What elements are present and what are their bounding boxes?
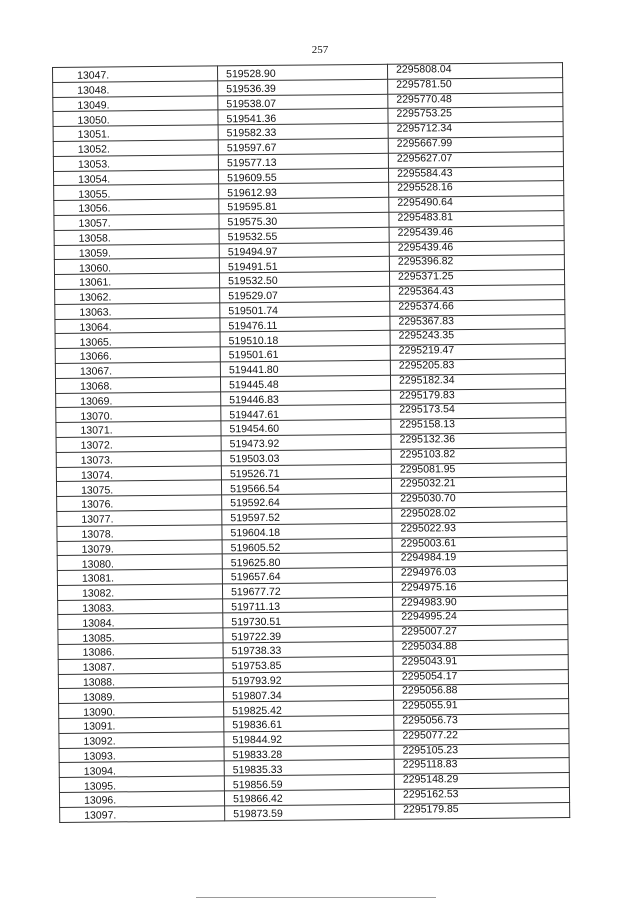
y-coordinate-cell: 2295103.82 bbox=[391, 447, 566, 463]
point-number-cell: 13081. bbox=[57, 569, 222, 585]
y-coordinate-cell: 2295439.46 bbox=[389, 225, 564, 241]
x-coordinate-cell: 519501.74 bbox=[220, 301, 390, 317]
x-coordinate-cell: 519730.51 bbox=[223, 612, 393, 628]
point-number-cell: 13095. bbox=[59, 776, 224, 792]
y-coordinate-cell: 2295182.34 bbox=[390, 373, 565, 389]
y-coordinate-cell: 2295770.48 bbox=[388, 92, 563, 108]
point-number-cell: 13072. bbox=[56, 436, 221, 452]
y-coordinate-cell: 2295439.46 bbox=[389, 240, 564, 256]
point-number-cell: 13085. bbox=[58, 628, 223, 644]
y-coordinate-cell: 2295028.02 bbox=[392, 506, 567, 522]
point-number-cell: 13070. bbox=[56, 406, 221, 422]
point-number-cell: 13088. bbox=[58, 673, 223, 689]
y-coordinate-cell: 2295007.27 bbox=[393, 625, 568, 641]
point-number-cell: 13091. bbox=[59, 717, 224, 733]
y-coordinate-cell: 2295003.61 bbox=[392, 536, 567, 552]
x-coordinate-cell: 519446.83 bbox=[221, 390, 391, 406]
x-coordinate-cell: 519473.92 bbox=[221, 434, 391, 450]
y-coordinate-cell: 2295483.81 bbox=[389, 211, 564, 227]
point-number-cell: 13053. bbox=[53, 155, 218, 171]
point-number-cell: 13047. bbox=[53, 66, 218, 82]
x-coordinate-cell: 519536.39 bbox=[218, 79, 388, 95]
x-coordinate-cell: 519491.51 bbox=[219, 257, 389, 273]
y-coordinate-cell: 2295022.93 bbox=[392, 521, 567, 537]
x-coordinate-cell: 519582.33 bbox=[218, 123, 388, 139]
x-coordinate-cell: 519873.59 bbox=[225, 804, 395, 820]
point-number-cell: 13080. bbox=[57, 554, 222, 570]
x-coordinate-cell: 519447.61 bbox=[221, 405, 391, 421]
x-coordinate-cell: 519494.97 bbox=[219, 242, 389, 258]
y-coordinate-cell: 2294976.03 bbox=[392, 566, 567, 582]
y-coordinate-cell: 2294983.90 bbox=[393, 595, 568, 611]
y-coordinate-cell: 2295118.83 bbox=[394, 758, 569, 774]
x-coordinate-cell: 519597.67 bbox=[218, 138, 388, 154]
y-coordinate-cell: 2295712.34 bbox=[388, 122, 563, 138]
x-coordinate-cell: 519722.39 bbox=[223, 627, 393, 643]
x-coordinate-cell: 519476.11 bbox=[220, 316, 390, 332]
y-coordinate-cell: 2295584.43 bbox=[388, 166, 563, 182]
point-number-cell: 13083. bbox=[58, 599, 223, 615]
y-coordinate-cell: 2295148.29 bbox=[394, 773, 569, 789]
point-number-cell: 13056. bbox=[54, 199, 219, 215]
x-coordinate-cell: 519592.64 bbox=[222, 493, 392, 509]
x-coordinate-cell: 519835.33 bbox=[224, 760, 394, 776]
point-number-cell: 13050. bbox=[53, 110, 218, 126]
x-coordinate-cell: 519503.03 bbox=[221, 449, 391, 465]
table-body bbox=[53, 63, 570, 823]
y-coordinate-cell: 2295034.88 bbox=[393, 640, 568, 656]
y-coordinate-cell: 2295056.88 bbox=[393, 684, 568, 700]
x-coordinate-cell: 519528.90 bbox=[217, 64, 387, 80]
y-coordinate-cell: 2295105.23 bbox=[394, 743, 569, 759]
y-coordinate-cell: 2295077.22 bbox=[394, 728, 569, 744]
y-coordinate-cell: 2294995.24 bbox=[393, 610, 568, 626]
x-coordinate-cell: 519612.93 bbox=[219, 183, 389, 199]
y-coordinate-cell: 2295396.82 bbox=[389, 255, 564, 271]
x-coordinate-cell: 519510.18 bbox=[220, 331, 390, 347]
x-coordinate-cell: 519844.92 bbox=[224, 730, 394, 746]
x-coordinate-cell: 519856.59 bbox=[224, 774, 394, 790]
point-number-cell: 13049. bbox=[53, 96, 218, 112]
x-coordinate-cell: 519529.07 bbox=[220, 286, 390, 302]
x-coordinate-cell: 519538.07 bbox=[218, 94, 388, 110]
point-number-cell: 13051. bbox=[53, 125, 218, 141]
y-coordinate-cell: 2295030.70 bbox=[392, 492, 567, 508]
y-coordinate-cell: 2295032.21 bbox=[391, 477, 566, 493]
point-number-cell: 13090. bbox=[59, 702, 224, 718]
point-number-cell: 13063. bbox=[55, 303, 220, 319]
bottom-rule bbox=[196, 897, 436, 898]
y-coordinate-cell: 2295367.83 bbox=[390, 314, 565, 330]
point-number-cell: 13071. bbox=[56, 421, 221, 437]
x-coordinate-cell: 519597.52 bbox=[222, 508, 392, 524]
point-number-cell: 13055. bbox=[54, 184, 219, 200]
point-number-cell: 13067. bbox=[55, 362, 220, 378]
y-coordinate-cell: 2295490.64 bbox=[389, 196, 564, 212]
y-coordinate-cell: 2295162.53 bbox=[394, 788, 569, 804]
y-coordinate-cell: 2295374.66 bbox=[390, 299, 565, 315]
point-number-cell: 13065. bbox=[55, 332, 220, 348]
x-coordinate-cell: 519793.92 bbox=[223, 671, 393, 687]
y-coordinate-cell: 2295667.99 bbox=[388, 137, 563, 153]
y-coordinate-cell: 2295043.91 bbox=[393, 654, 568, 670]
x-coordinate-cell: 519753.85 bbox=[223, 656, 393, 672]
x-coordinate-cell: 519625.80 bbox=[222, 553, 392, 569]
x-coordinate-cell: 519738.33 bbox=[223, 641, 393, 657]
point-number-cell: 13058. bbox=[54, 229, 219, 245]
y-coordinate-cell: 2295808.04 bbox=[387, 63, 562, 79]
x-coordinate-cell: 519575.30 bbox=[219, 212, 389, 228]
y-coordinate-cell: 2295627.07 bbox=[388, 151, 563, 167]
x-coordinate-cell: 519604.18 bbox=[222, 523, 392, 539]
y-coordinate-cell: 2295205.83 bbox=[390, 359, 565, 375]
point-number-cell: 13054. bbox=[53, 169, 218, 185]
x-coordinate-cell: 519866.42 bbox=[224, 789, 394, 805]
x-coordinate-cell: 519609.55 bbox=[218, 168, 388, 184]
x-coordinate-cell: 519445.48 bbox=[220, 375, 390, 391]
point-number-cell: 13084. bbox=[58, 613, 223, 629]
y-coordinate-cell: 2295158.13 bbox=[391, 418, 566, 434]
coordinates-table bbox=[52, 62, 570, 823]
page-number: 257 bbox=[311, 44, 329, 56]
x-coordinate-cell: 519577.13 bbox=[218, 153, 388, 169]
y-coordinate-cell: 2295364.43 bbox=[390, 285, 565, 301]
y-coordinate-cell: 2295753.25 bbox=[388, 107, 563, 123]
point-number-cell: 13068. bbox=[55, 377, 220, 393]
y-coordinate-cell: 2295055.91 bbox=[394, 699, 569, 715]
y-coordinate-cell: 2295132.36 bbox=[391, 433, 566, 449]
x-coordinate-cell: 519541.36 bbox=[218, 109, 388, 125]
y-coordinate-cell: 2295179.85 bbox=[395, 802, 570, 818]
point-number-cell: 13052. bbox=[53, 140, 218, 156]
y-coordinate-cell: 2295219.47 bbox=[390, 344, 565, 360]
y-coordinate-cell: 2294984.19 bbox=[392, 551, 567, 567]
x-coordinate-cell: 519807.34 bbox=[223, 686, 393, 702]
point-number-cell: 13074. bbox=[56, 465, 221, 481]
point-number-cell: 13061. bbox=[54, 273, 219, 289]
point-number-cell: 13073. bbox=[56, 451, 221, 467]
x-coordinate-cell: 519595.81 bbox=[219, 197, 389, 213]
y-coordinate-cell: 2295243.35 bbox=[390, 329, 565, 345]
y-coordinate-cell: 2295054.17 bbox=[393, 669, 568, 685]
x-coordinate-cell: 519677.72 bbox=[222, 582, 392, 598]
point-number-cell: 13064. bbox=[55, 317, 220, 333]
point-number-cell: 13093. bbox=[59, 747, 224, 763]
x-coordinate-cell: 519825.42 bbox=[224, 701, 394, 717]
point-number-cell: 13076. bbox=[57, 495, 222, 511]
y-coordinate-cell: 2295528.16 bbox=[389, 181, 564, 197]
point-number-cell: 13097. bbox=[60, 806, 225, 822]
x-coordinate-cell: 519566.54 bbox=[221, 479, 391, 495]
point-number-cell: 13077. bbox=[57, 510, 222, 526]
point-number-cell: 13066. bbox=[55, 347, 220, 363]
x-coordinate-cell: 519532.50 bbox=[219, 271, 389, 287]
x-coordinate-cell: 519657.64 bbox=[222, 567, 392, 583]
x-coordinate-cell: 519532.55 bbox=[219, 227, 389, 243]
point-number-cell: 13096. bbox=[59, 791, 224, 807]
y-coordinate-cell: 2295179.83 bbox=[391, 388, 566, 404]
x-coordinate-cell: 519454.60 bbox=[221, 419, 391, 435]
point-number-cell: 13086. bbox=[58, 643, 223, 659]
point-number-cell: 13092. bbox=[59, 732, 224, 748]
x-coordinate-cell: 519441.80 bbox=[220, 360, 390, 376]
point-number-cell: 13075. bbox=[56, 480, 221, 496]
x-coordinate-cell: 519501.61 bbox=[220, 345, 390, 361]
point-number-cell: 13057. bbox=[54, 214, 219, 230]
coordinates-table-container bbox=[52, 62, 569, 839]
x-coordinate-cell: 519605.52 bbox=[222, 538, 392, 554]
y-coordinate-cell: 2295781.50 bbox=[388, 77, 563, 93]
point-number-cell: 13069. bbox=[56, 391, 221, 407]
x-coordinate-cell: 519526.71 bbox=[221, 464, 391, 480]
y-coordinate-cell: 2295173.54 bbox=[391, 403, 566, 419]
point-number-cell: 13089. bbox=[58, 687, 223, 703]
point-number-cell: 13078. bbox=[57, 525, 222, 541]
y-coordinate-cell: 2295056.73 bbox=[394, 714, 569, 730]
point-number-cell: 13079. bbox=[57, 539, 222, 555]
point-number-cell: 13059. bbox=[54, 243, 219, 259]
point-number-cell: 13087. bbox=[58, 658, 223, 674]
x-coordinate-cell: 519836.61 bbox=[224, 715, 394, 731]
y-coordinate-cell: 2295371.25 bbox=[389, 270, 564, 286]
x-coordinate-cell: 519833.28 bbox=[224, 745, 394, 761]
point-number-cell: 13048. bbox=[53, 81, 218, 97]
y-coordinate-cell: 2294975.16 bbox=[392, 580, 567, 596]
x-coordinate-cell: 519711.13 bbox=[223, 597, 393, 613]
point-number-cell: 13060. bbox=[54, 258, 219, 274]
point-number-cell: 13062. bbox=[55, 288, 220, 304]
y-coordinate-cell: 2295081.95 bbox=[391, 462, 566, 478]
point-number-cell: 13094. bbox=[59, 761, 224, 777]
point-number-cell: 13082. bbox=[57, 584, 222, 600]
